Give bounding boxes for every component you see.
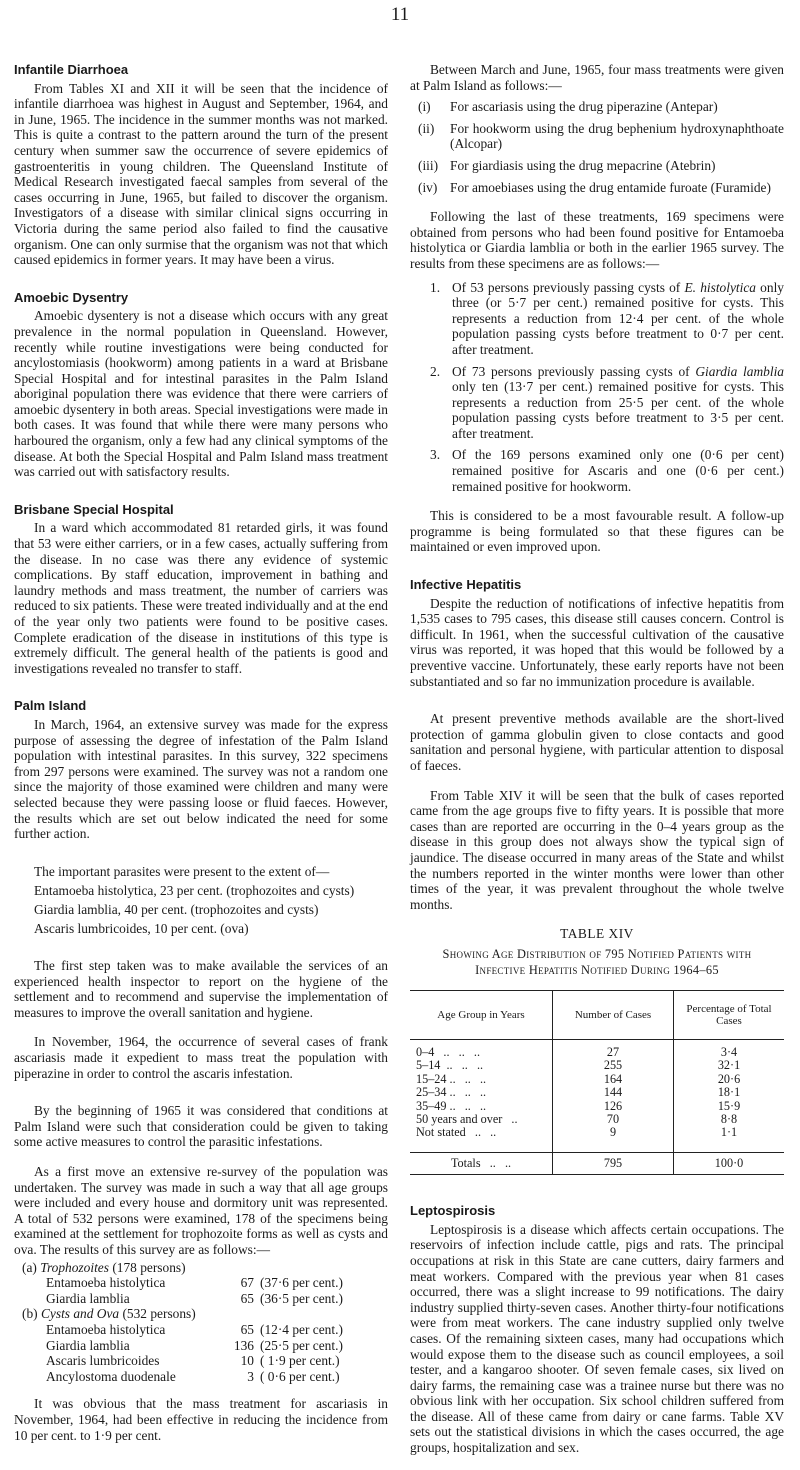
- page-number: 11: [390, 4, 410, 25]
- table-cell: 8·8: [720, 1111, 738, 1126]
- text-run: only three (or 5·7 per cent.) remained positive for cysts. This represents a reduction from 12·4 per cent. of the whole population passing cysts before treatment to 0·7 per cent. after treatment.: [452, 279, 784, 357]
- list-marker: 1.: [430, 279, 441, 295]
- table-caption-line: Infective Hepatitis Notified During 1964–65: [475, 962, 719, 977]
- list-text: For giardiasis using the drug mepacrine (Atebrin): [450, 157, 716, 173]
- table-row: [410, 1113, 784, 1126]
- paragraph: Following the last of these treatments, 169 specimens were obtained from persons who had been found positive for Entamoeba histolytica or Giardia lamblia or both in the earlier 1965 survey. The results from these specimens are as follows:—: [410, 209, 784, 271]
- table-total-row: [410, 1152, 784, 1174]
- parasite-list: [34, 883, 388, 936]
- heading-leptospirosis: Leptospirosis: [410, 1203, 496, 1219]
- percent: (12·4 per cent.): [260, 1321, 343, 1337]
- paragraph: In November, 1964, the occurrence of several cases of frank ascariasis made it expedient to mass treat the population with piperazine in order to control the ascaris infestation.: [14, 1034, 388, 1081]
- survey-group-title: Cysts and Ova: [40, 1306, 120, 1322]
- survey-results: [14, 1260, 388, 1385]
- percent: (25·5 per cent.): [260, 1337, 343, 1353]
- list-text: Of the 169 persons examined only one (0·6 per cent) remained positive for Ascaris and one (0·6 per cent.) remained positive for hookworm.: [452, 447, 784, 494]
- paragraph: The important parasites were present to the extent of—: [34, 863, 330, 879]
- text-run: Of 53 persons previously passing cysts of: [452, 279, 685, 295]
- list-item: Ascaris lumbricoides, 10 per cent. (ova): [34, 920, 249, 936]
- percent: (36·5 per cent.): [260, 1290, 343, 1306]
- paragraph: Amoebic dysentery is not a disease which occurs with any great prevalence in the normal population in Queensland. However, recently while routine investigations were being conducted for ancylostomiasis (hookworm) among patients in a ward at Brisbane Special Hospital and for intestinal parasites in the Palm Island aboriginal population there was evidence that there were carriers of amoebic dysentery in both areas. Special investigations were made in both cases. It was found that while there were many persons who harboured the organism, only a few had any clinical symptoms of the disease. At both the Special Hospital and Palm Island mass treatment was carried out with satisfactory results.: [14, 308, 388, 480]
- table-row: [410, 1039, 784, 1059]
- list-item: [430, 447, 784, 494]
- table-cell: 1·1: [720, 1125, 738, 1140]
- paragraph: As a first move an extensive re-survey of the population was undertaken. The survey was made in such a way that all age groups were included and every house and dormitory unit was represented. A total of 532 persons were examined, 178 of the specimens being examined at the settlement for trophozoite forms as well as cysts and ova. The results of this survey are as follows:—: [14, 1164, 388, 1257]
- survey-group-a-heading: [22, 1260, 388, 1276]
- paragraph: In March, 1964, an extensive survey was made for the express purpose of assessing the degree of infestation of the Palm Island population with intestinal parasites. In this survey, 322 specimens from 297 persons were examined. The survey was not a random one since the majority of those examined were children and many were selected because they were passing loose or fluid faeces. However, the results which are set out below indicated the need for some further action.: [14, 716, 388, 842]
- organism: Ascaris lumbricoides: [46, 1353, 160, 1369]
- percent: (37·6 per cent.): [260, 1275, 343, 1291]
- list-marker: 3.: [430, 447, 441, 463]
- percent: ( 0·6 per cent.): [260, 1368, 340, 1384]
- paragraph: From Tables XI and XII it will be seen that the incidence of infantile diarrhoea was highest in August and September, 1964, and in June, 1965. The incidence in the summer months was not marked. This is quite a contrast to the pattern around the turn of the present century when summer saw the occurrence of severe epidemics of gastroenteritis in young children. The Queensland Institute of Medical Research investigated faecal samples from several of the cases occurring in June, 1965, but failed to discover the organism. Investigators of a disease with similar clinical signs occurring in Victoria during the same period also failed to find the causative organism. One can only surmise that the organism was not that which caused epidemics in former years. It may have been a virus.: [14, 80, 388, 268]
- table-cell: 100·0: [674, 1152, 785, 1174]
- paragraph: Between March and June, 1965, four mass treatments were given at Palm Island as follows:—: [410, 62, 784, 93]
- list-text: For hookworm using the drug bephenium hydroxynaphthoate (Alcopar): [450, 120, 784, 152]
- table-cell: 50 years and over ..: [416, 1111, 518, 1126]
- survey-row: [46, 1353, 388, 1369]
- paragraph: Despite the reduction of notifications of infective hepatitis from 1,535 cases to 795 cases, this disease still causes concern. Control is difficult. In 1961, when the successful cultivation of the causative virus was reported, it was hoped that this would be followed by a preventive vaccine. Unfortunately, these early reports have not been substantiated and so far no immunization procedure is available.: [410, 595, 784, 689]
- organism: Giardia lamblia: [46, 1290, 130, 1306]
- text-run: only ten (13·7 per cent.) remained positive for cysts. This represents a reduction from 25·5 per cent. of the whole population passing cysts before treatment to 3·5 per cent. after treatment.: [452, 379, 784, 441]
- table-cell: 35–49 .. .. ..: [416, 1098, 487, 1113]
- table-caption-line: Showing Age Distribution of 795 Notified Patients with: [442, 946, 752, 961]
- column-header: Percentage of Total Cases: [674, 990, 785, 1039]
- table-row: [410, 1100, 784, 1113]
- count: 67: [240, 1275, 254, 1291]
- paragraph: Leptospirosis is a disease which affects certain occupations. The reservoirs of infection include cattle, pigs and rats. The principal occupations at risk in this State are cane cutters, dairy farmers and meat workers. Compared with the previous year when 81 cases occurred, there was a slight increase to 99 notifications. The dairy industry supplied thirty-seven cases. Another thirty-four notifications were from meat workers. The cane industry supplied only twelve cases. Of the remaining sixteen cases, many had occupations which would expose them to the disease such as council employees, a soil tester, and a kangaroo shooter. Of seven female cases, six lived on dairy farms, the remaining case was a trainee nurse but there was no obvious link with her occupation. Six school children suffered from the disease. All of these came from dairy or cane farms. Table XV sets out the statistical divisions in which the cases occurred, the age groups, hospitalization and sex.: [410, 1221, 784, 1456]
- organism: Entamoeba histolytica: [46, 1275, 166, 1291]
- list-marker: (iii): [418, 157, 439, 173]
- table-cell: 15–24 .. .. ..: [416, 1071, 487, 1086]
- table-cell: 70: [553, 1113, 674, 1126]
- list-text: For ascariasis using the drug piperazine (Antepar): [450, 99, 718, 115]
- paragraph: By the beginning of 1965 it was considered that conditions at Palm Island were such that consideration could be given to taking some active measures to control the parasitic infestations.: [14, 1103, 388, 1150]
- table-header-row: [410, 990, 784, 1039]
- table-title: TABLE XIV: [560, 926, 634, 942]
- list-text: For amoebiases using the drug entamide furoate (Furamide): [450, 179, 771, 195]
- survey-group-b-heading: [22, 1306, 388, 1322]
- list-item: [418, 99, 784, 115]
- heading-palm-island: Palm Island: [14, 698, 87, 714]
- list-marker: 2.: [430, 363, 441, 379]
- organism: Entamoeba histolytica: [46, 1321, 166, 1337]
- survey-group-title: Trophozoites: [40, 1259, 109, 1275]
- count: 65: [240, 1321, 254, 1337]
- survey-row: [46, 1322, 388, 1338]
- count: 65: [240, 1290, 254, 1306]
- paragraph: At present preventive methods available are the short-lived protection of gamma globulin given to close contacts and good sanitation and personal hygiene, with particular attention to disposal of faeces.: [410, 711, 784, 773]
- survey-row: [46, 1291, 388, 1307]
- heading-infantile-diarrhoea: Infantile Diarrhoea: [14, 62, 129, 77]
- list-item: [418, 180, 784, 196]
- paragraph: In a ward which accommodated 81 retarded girls, it was found that 53 were either carriers, or in a few cases, actually suffering from the disease. In no case was there any evidence of systemic complications. By staff education, improvement in bathing and laundry methods and mass treatment, the number of carriers was reduced to six patients. These were treated individually and at the end of the year only two patients were found to be positive cases. Complete eradication of the disease in institutions of this type is extremely difficult. The general health of the patients is good and investigations revealed no transfer to staff.: [14, 520, 388, 676]
- table-row: [410, 1086, 784, 1099]
- heading-amoebic-dysentry: Amoebic Dysentry: [14, 289, 129, 305]
- survey-row: [46, 1369, 388, 1385]
- survey-row: [46, 1338, 388, 1354]
- count: 136: [233, 1337, 254, 1353]
- table-row: [410, 1059, 784, 1072]
- paragraph: It was obvious that the mass treatment for ascariasis in November, 1964, had been effective in reducing the incidence from 10 per cent. to 1·9 per cent.: [14, 1396, 388, 1443]
- table-cell: 795: [553, 1152, 674, 1174]
- table-row: [410, 1073, 784, 1086]
- table-cell: 25–34 .. .. ..: [416, 1085, 487, 1100]
- list-item: Giardia lamblia, 40 per cent. (trophozoites and cysts): [34, 901, 319, 917]
- list-marker: (ii): [418, 120, 435, 136]
- table-cell: 0–4 .. .. ..: [416, 1044, 480, 1059]
- list-marker: (i): [418, 99, 431, 115]
- table-cell: Not stated .. ..: [416, 1125, 497, 1140]
- organism: Ancylostoma duodenale: [46, 1368, 176, 1384]
- list-item: [418, 121, 784, 152]
- table-cell: 144: [553, 1086, 674, 1099]
- text-run: Of 73 persons previously passing cysts of: [452, 363, 696, 379]
- survey-group-label: (b): [22, 1306, 38, 1322]
- treatment-list: [418, 99, 784, 195]
- heading-brisbane-special-hospital: Brisbane Special Hospital: [14, 501, 174, 517]
- list-item: [430, 280, 784, 358]
- table-cell: 164: [553, 1073, 674, 1086]
- list-text: [452, 280, 784, 358]
- list-item: Entamoeba histolytica, 23 per cent. (trophozoites and cysts): [34, 883, 355, 899]
- paragraph: This is considered to be a most favourable result. A follow-up programme is being formulated so that these figures can be maintained or even improved upon.: [410, 508, 784, 555]
- paragraph: The first step taken was to make available the services of an experienced health inspector to report on the hygiene of the settlement and to recommend and supervise the implementation of measures to improve the overall sanitation and hygiene.: [14, 958, 388, 1020]
- left-column: [14, 62, 388, 1457]
- table-caption: [410, 946, 784, 978]
- heading-infective-hepatitis: Infective Hepatitis: [410, 577, 522, 593]
- table-cell: 18·1: [717, 1085, 741, 1100]
- table-cell: 32·1: [717, 1058, 741, 1073]
- count: 3: [247, 1368, 254, 1384]
- list-item: [418, 158, 784, 174]
- survey-row: [46, 1275, 388, 1291]
- column-header: Age Group in Years: [410, 990, 553, 1039]
- list-text: [452, 364, 784, 442]
- organism: Giardia lamblia: [46, 1337, 130, 1353]
- organism-name: E. histolytica: [684, 279, 756, 295]
- table-cell: 20·6: [717, 1071, 741, 1086]
- table-cell: 5–14 .. .. ..: [416, 1058, 484, 1073]
- column-header: Number of Cases: [553, 990, 674, 1039]
- table-cell: 255: [553, 1059, 674, 1072]
- table-cell: 3·4: [720, 1044, 738, 1059]
- results-list: [430, 280, 784, 495]
- survey-group-count: (532 persons): [122, 1306, 196, 1322]
- table-row: [410, 1126, 784, 1152]
- table-cell: 126: [553, 1100, 674, 1113]
- list-item: [430, 364, 784, 442]
- organism-name: Giardia lamblia: [695, 363, 784, 379]
- survey-group-label: (a): [22, 1259, 37, 1275]
- list-marker: (iv): [418, 179, 438, 195]
- count: 10: [240, 1353, 254, 1369]
- table-cell: 9: [553, 1126, 674, 1152]
- table-cell: 15·9: [717, 1098, 741, 1113]
- percent: ( 1·9 per cent.): [260, 1353, 340, 1369]
- right-column: [410, 62, 784, 1470]
- paragraph: From Table XIV it will be seen that the bulk of cases reported came from the age groups five to fifty years. It is possible that more cases than are reported are occurring in the 0–4 years group as the disease in this group does not always show the typical sign of jaundice. The disease occurred in many areas of the State and whilst the numbers reported in the winter months were lower than other times of the year, it was prevalent throughout the whole twelve months.: [410, 787, 784, 912]
- table-cell: Totals .. ..: [410, 1152, 553, 1174]
- hepatitis-age-table: [410, 990, 784, 1175]
- survey-group-count: (178 persons): [112, 1259, 186, 1275]
- table-cell: 27: [553, 1039, 674, 1059]
